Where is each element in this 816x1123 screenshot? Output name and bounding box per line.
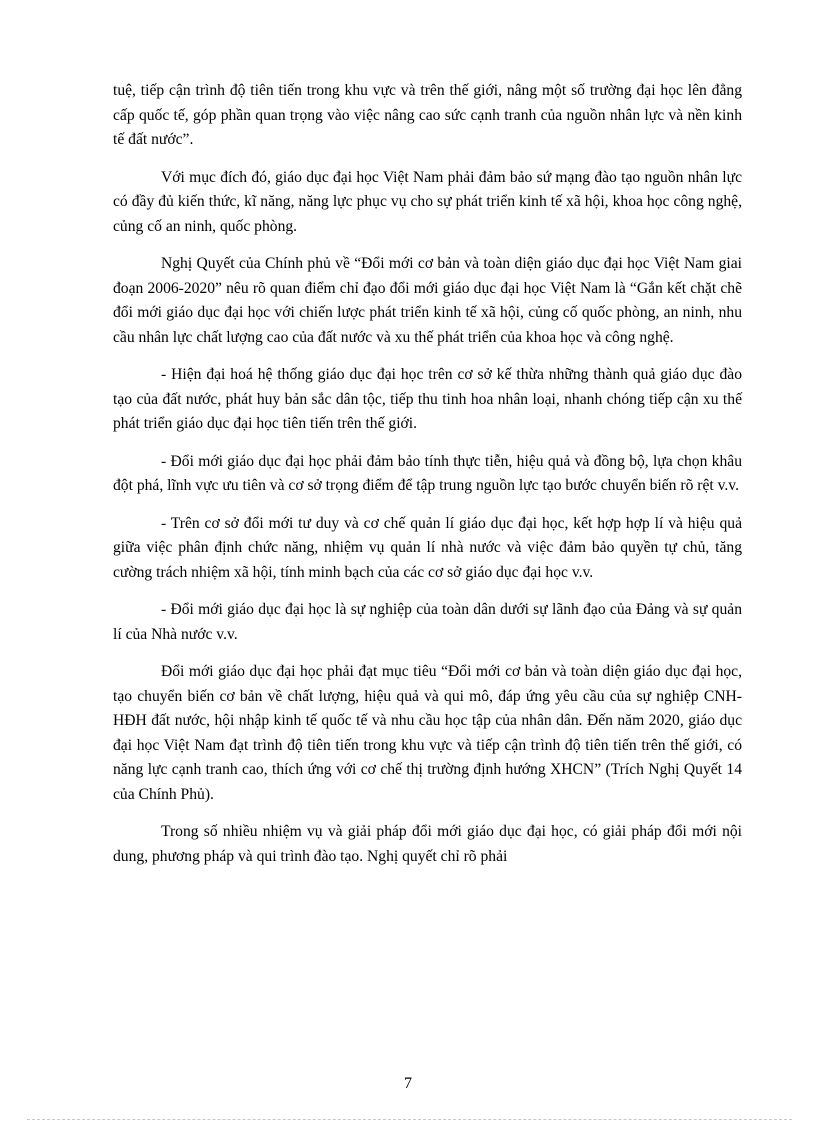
list-item-management: - Trên cơ sở đổi mới tư duy và cơ chế quản lí giáo dục đại học, kết hợp hợp lí và hiệu quả giữa việc phân định chức năng, nhiệm vụ quản lí nhà nước và việc đảm bảo quyền tự chủ, tăng cường trách nhiệm xã hội, tính minh bạch của các cơ sở giáo dục đại học v.v. bbox=[113, 514, 742, 581]
page-body bbox=[113, 79, 742, 882]
paragraph-goals: Đổi mới giáo dục đại học phải đạt mục tiêu “Đổi mới cơ bản và toàn diện giáo dục đại học, tạo chuyển biến cơ bản về chất lượng, hiệu quả và qui mô, đáp ứng yêu cầu của sự nghiệp CNH-HĐH đất nước, hội nhập kinh tế quốc tế và nhu cầu học tập của nhân dân. Đến năm 2020, giáo dục đại học Việt Nam đạt trình độ tiên tiến trong khu vực và tiếp cận trình độ tiên tiến trên thế giới, có năng lực cạnh tranh cao, thích ứng với cơ chế thị trường định hướng XHCN” (Trích Nghị Quyết 14 của Chính Phủ). bbox=[113, 663, 742, 803]
list-item-leadership: - Đổi mới giáo dục đại học là sự nghiệp của toàn dân dưới sự lãnh đạo của Đảng và sự quản lí của Nhà nước v.v. bbox=[113, 601, 742, 643]
list-item-modernization: - Hiện đại hoá hệ thống giáo dục đại học trên cơ sở kế thừa những thành quả giáo dục đào tạo của đất nước, phát huy bản sắc dân tộc, tiếp thu tinh hoa nhân loại, nhanh chóng tiếp cận xu thế phát triển giáo dục đại học tiên tiến trên thế giới. bbox=[113, 366, 742, 432]
list-item-practicality: - Đổi mới giáo dục đại học phải đảm bảo tính thực tiễn, hiệu quả và đồng bộ, lựa chọn khâu đột phá, lĩnh vực ưu tiên và cơ sở trọng điểm để tập trung nguồn lực tạo bước chuyển biến rõ rệt v.v. bbox=[113, 452, 742, 494]
paragraph-solutions: Trong số nhiều nhiệm vụ và giải pháp đổi mới giáo dục đại học, có giải pháp đổi mới nội dung, phương pháp và qui trình đào tạo. Nghị quyết chỉ rõ phải bbox=[113, 823, 742, 865]
page-number: 7 bbox=[404, 1075, 412, 1092]
page-bottom-divider bbox=[27, 1119, 792, 1120]
paragraph-continuation: tuệ, tiếp cận trình độ tiên tiến trong khu vực và trên thế giới, nâng một số trường đại học lên đẳng cấp quốc tế, góp phần quan trọng vào việc nâng cao sức cạnh tranh của nguồn nhân lực và nền kinh tế đất nước”. bbox=[113, 82, 742, 148]
paragraph-resolution: Nghị Quyết của Chính phủ về “Đổi mới cơ bản và toàn diện giáo dục đại học Việt Nam giai đoạn 2006-2020” nêu rõ quan điểm chỉ đạo đổi mới giáo dục đại học Việt Nam là “Gắn kết chặt chẽ đổi mới giáo dục đại học với chiến lược phát triển kinh tế xã hội, củng cố quốc phòng, an ninh, nhu cầu nhân lực chất lượng cao của đất nước và xu thế phát triển của khoa học và công nghệ. bbox=[113, 255, 742, 346]
paragraph-purpose: Với mục đích đó, giáo dục đại học Việt Nam phải đảm bảo sứ mạng đào tạo nguồn nhân lực có đầy đủ kiến thức, kĩ năng, năng lực phục vụ cho sự phát triển kinh tế xã hội, khoa học công nghệ, củng cố an ninh, quốc phòng. bbox=[113, 168, 742, 235]
